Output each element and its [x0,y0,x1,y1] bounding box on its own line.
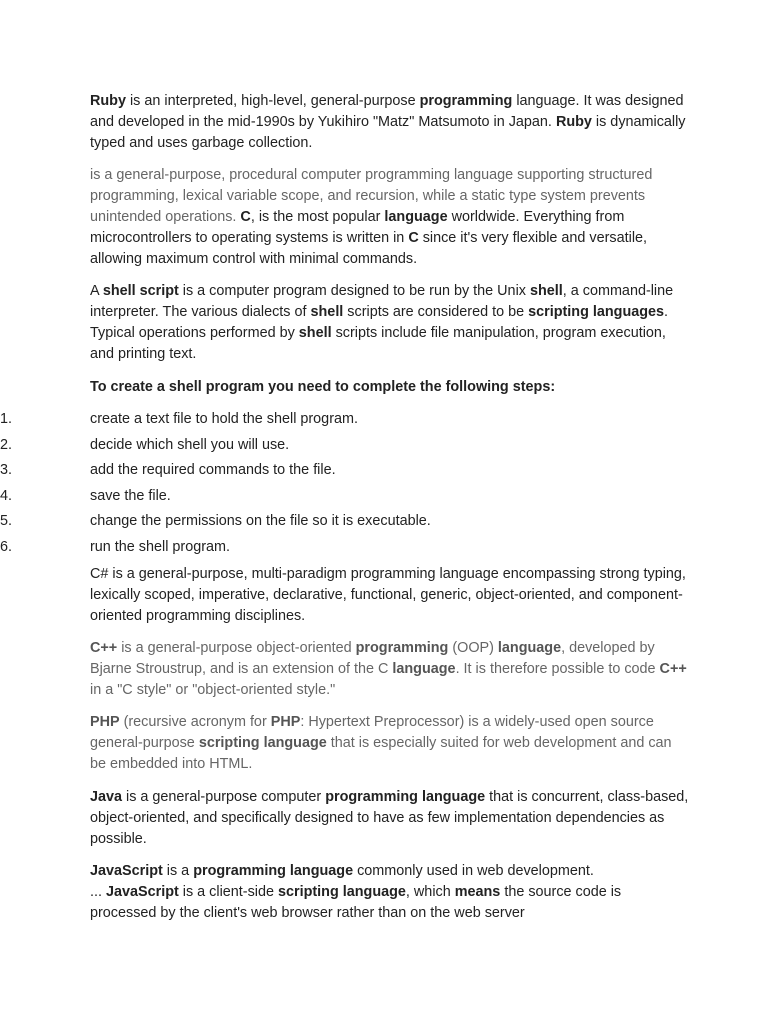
ruby-term: Ruby [90,93,126,109]
ruby-term: Ruby [555,114,592,130]
java-paragraph [90,787,690,850]
ruby-text: language. It was designed and developed in the mid-1990s by Yukihiro "Matz" Matsumoto in Japan. [90,93,684,130]
step-text: save the file. [90,487,171,504]
steps-heading: To create a shell program you need to complete the following steps: [90,379,556,395]
cpp-text: (OOP) [448,640,498,656]
step-text: change the permissions on the file so it is executable. [90,513,431,530]
javascript-paragraph [90,861,690,924]
step-item [0,409,700,435]
shell-term: scripting languages [528,304,665,320]
step-number: 1. [0,411,12,427]
javascript-term: programming language [193,863,354,879]
step-item [0,460,700,486]
php-term: PHP [270,714,301,730]
javascript-text: is a [162,863,194,879]
step-number: 3. [0,462,12,479]
step-text: create a text file to hold the shell program. [90,411,358,427]
javascript-text: ... [90,884,106,900]
cpp-term: language [497,640,562,656]
step-text: decide which shell you will use. [90,436,290,453]
shell-text: , a command-line interpreter. The various dialects of [90,283,674,320]
javascript-term: JavaScript [106,884,179,900]
java-term: programming language [325,789,486,805]
c-term: C [240,209,251,225]
step-number: 4. [0,487,12,504]
shell-script-paragraph [90,281,690,365]
cpp-term: C++ [659,661,687,677]
php-text: : Hypertext Preprocessor) is a widely-used open source general-purpose [90,714,654,751]
step-text: add the required commands to the file. [90,462,336,479]
step-number: 6. [0,538,12,555]
shell-text: scripts are considered to be [343,304,529,320]
ruby-text: is dynamically typed and uses garbage collection. [90,114,686,151]
javascript-text: commonly used in web development. [353,863,594,879]
ruby-term: programming [419,93,513,109]
shell-term: shell [529,283,563,299]
c-term: C [408,230,419,246]
php-term: scripting language [198,735,327,751]
shell-term: shell script [102,283,179,299]
cpp-term: programming [355,640,449,656]
php-text: (recursive acronym for [119,714,271,730]
cpp-text: in a "C style" or "object-oriented style." [90,682,336,698]
javascript-text: is a client-side [178,884,278,900]
ruby-paragraph [90,91,690,154]
step-text: run the shell program. [90,538,230,555]
shell-text: is a computer program designed to be run by the Unix [178,283,530,299]
csharp-text: C# is a general-purpose, multi-paradigm programming language encompassing strong typing, lexically scoped, imperative, declarative, functional, generic, object-oriented, and component-oriented programming disciplines. [90,566,686,624]
javascript-text: the source code is processed by the client's web browser rather than on the web server [90,884,622,921]
step-number: 2. [0,436,12,453]
cpp-text: is a general-purpose object-oriented [117,640,356,656]
shell-text: A [90,283,103,299]
cpp-text: . It is therefore possible to code [455,661,660,677]
javascript-term: scripting language [277,884,406,900]
step-item [0,537,700,563]
shell-term: shell [298,325,332,341]
step-item [0,511,700,537]
c-text: , is the most popular [250,209,385,225]
cpp-term: language [392,661,456,677]
step-item [0,486,700,512]
cpp-text: , developed by Bjarne Stroustrup, and is an extension of the C [90,640,655,677]
cpp-paragraph [90,638,690,701]
step-item [0,435,700,461]
step-number: 5. [0,513,12,530]
java-text: that is concurrent, class-based, object-oriented, and specifically designed to have as few implementation dependencies as possible. [90,789,689,847]
php-term: PHP [90,714,120,730]
c-text: worldwide. Everything from microcontrollers to operating systems is written in [90,209,625,246]
shell-text: . Typical operations performed by [90,304,669,341]
steps-list [0,409,700,563]
javascript-term: means [454,884,501,900]
javascript-term: JavaScript [90,863,163,879]
php-text: that is especially suited for web development and can be embedded into HTML. [90,735,672,772]
c-text-gray: is a general-purpose, procedural computer programming language supporting structured programming, lexical variable scope, and recursion, while a static type system prevents unintended operations. [90,167,653,225]
java-term: Java [90,789,123,805]
javascript-text: , which [405,884,455,900]
shell-term: shell [310,304,344,320]
shell-text: scripts include file manipulation, program execution, and printing text. [90,325,666,362]
java-text: is a general-purpose computer [122,789,326,805]
php-paragraph [90,712,690,775]
ruby-text: is an interpreted, high-level, general-purpose [125,93,420,109]
c-term: language [384,209,448,225]
csharp-paragraph [90,564,690,627]
c-text: since it's very flexible and versatile, allowing maximum control with minimal commands. [90,230,648,267]
c-paragraph [90,165,690,270]
cpp-term: C++ [90,640,118,656]
